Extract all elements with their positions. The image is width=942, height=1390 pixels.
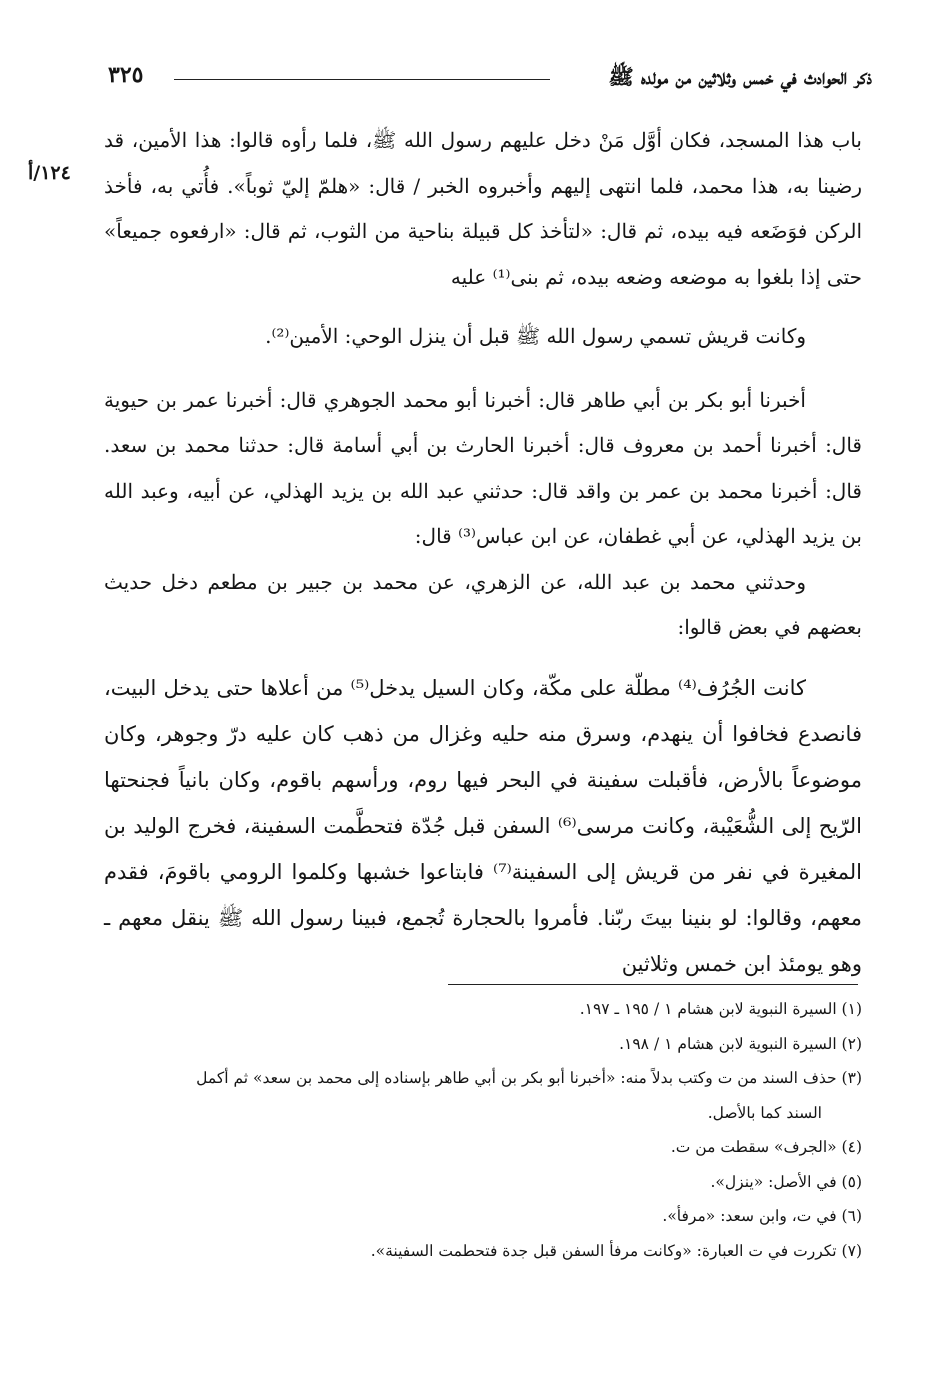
footnote: (٧) تكررت في ت العبارة: «وكانت مرفأ السفن قبل جدة فتحطمت السفينة».: [370, 1241, 862, 1260]
footnote-rule: [448, 984, 858, 985]
footnote: (٤) «الجرف» سقطت من ت.: [670, 1138, 862, 1156]
running-header: [108, 62, 872, 96]
paragraph: وحدثني محمد بن عبد الله، عن الزهري، عن محمد بن جبير بن مطعم دخل حديث بعضهم في بعض قالوا:: [104, 569, 862, 639]
footnotes: [104, 992, 862, 1268]
running-title: ذكر الحوادث في خمس وثلاثين من مولده ﷺ: [608, 64, 872, 89]
paragraph: وكانت قريش تسمي رسول الله ﷺ قبل أن ينزل الوحي: الأمين⁽²⁾.: [265, 324, 806, 348]
footnote: (٦) في ت، وابن سعد: «مرفأ».: [662, 1207, 862, 1225]
paragraph: كانت الجُرُف⁽⁴⁾ مطلّة على مكّة، وكان السيل يدخل⁽⁵⁾ من أعلاها حتى يدخل البيت، فانصدع فخافوا أن ينهدم، وسرق منه حليه وغزال من ذهب كان عليه درّ وجوهر، وكان موضوعاً بالأرض، فأقبلت سفينة في البحر فيها روم، ورأسهم باقوم، وكان بانياً فجنحتها الرّيح إلى الشُّعَيْبة، وكانت مرسى⁽⁶⁾ السفن قبل جُدّة فتحطَّمت السفينة، فخرج الوليد بن المغيرة في نفر من قريش إلى السفينة⁽⁷⁾ فابتاعوا خشبها وكلموا الرومي باقومَ، فقدم معهم، وقالوا: لو بنينا بيتَ ربّنا. فأمروا بالحجارة تُجمع، فبينا رسول الله ﷺ ينقل معهم ـ وهو يومئذ ابن خمس وثلاثين: [104, 675, 862, 976]
manuscript-folio-marker: ١٢٤/أ: [28, 162, 71, 184]
main-text: [104, 118, 862, 987]
header-rule: [174, 79, 550, 80]
footnote: (٣) حذف السند من ت وكتب بدلاً منه: «أخبرنا أبو بكر بن أبي طاهر بإسناده إلى محمد بن سعد» ثم أكمل: [196, 1069, 862, 1087]
footnote: (١) السيرة النبوية لابن هشام ١ / ١٩٥ ـ ١٩٧.: [579, 1000, 862, 1018]
footnote: (٥) في الأصل: «ينزل».: [710, 1172, 862, 1191]
footnote: (٢) السيرة النبوية لابن هشام ١ / ١٩٨.: [619, 1034, 862, 1053]
paragraph: أخبرنا أبو بكر بن أبي طاهر قال: أخبرنا أبو محمد الجوهري قال: أخبرنا عمر بن حيوية قال: أخبرنا أحمد بن معروف قال: أخبرنا الحارث بن أبي أسامة قال: حدثنا محمد بن سعد. قال: أخبرنا محمد بن عمر بن واقد قال: حدثني عبد الله بن يزيد الهذلي، عن أبيه، وعبد الله بن يزيد الهذلي، عن أبي غطفان، عن ابن عباس⁽³⁾ قال:: [104, 387, 862, 548]
page-number: ٣٢٥: [108, 62, 144, 88]
paragraph: باب هذا المسجد، فكان أوَّل مَنْ دخل عليهم رسول الله ﷺ، فلما رأوه قالوا: هذا الأمين، قد رضينا به، هذا محمد، فلما انتهى إليهم وأخبروه الخبر / قال: «هلمّ إليّ ثوباً». فأُتي به، فأخذ الركن فوَضَعه فيه بيده، ثم قال: «لتأخذ كل قبيلة بناحية من الثوب، ثم قال: «ارفعوه جميعاً» حتى إذا بلغوا به موضعه وضعه بيده، ثم بنى⁽¹⁾ عليه: [104, 128, 862, 289]
footnote-continuation: السند كما بالأصل.: [707, 1103, 822, 1122]
